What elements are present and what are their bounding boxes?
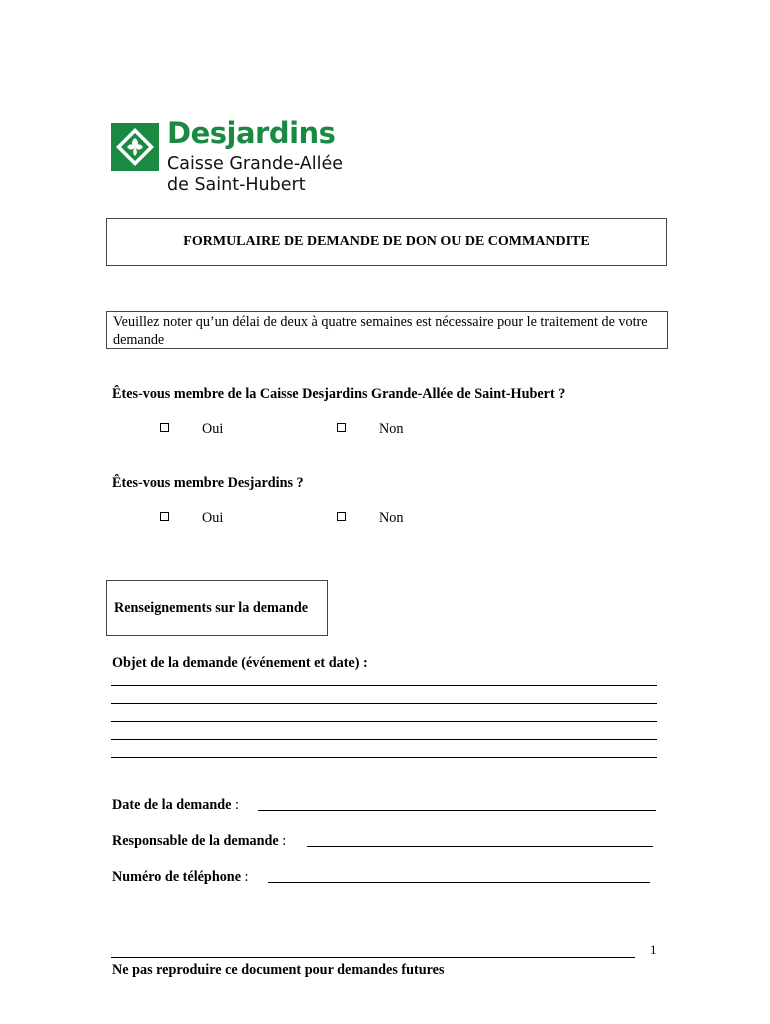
object-line-3[interactable]	[111, 721, 657, 722]
checkbox-desjardins-non[interactable]	[337, 512, 346, 521]
desjardins-emblem-icon	[111, 123, 159, 171]
field-date-line[interactable]	[258, 810, 656, 811]
field-responsable-line[interactable]	[307, 846, 653, 847]
field-responsable-sep: :	[278, 833, 287, 849]
object-line-4[interactable]	[111, 739, 657, 740]
desjardins-logo	[111, 116, 356, 198]
logo-brand-name: Desjardins	[167, 116, 336, 150]
form-title	[106, 218, 667, 266]
section-title-box	[106, 580, 328, 636]
question-desjardins-member: Êtes-vous membre Desjardins ?	[112, 475, 304, 491]
object-line-2[interactable]	[111, 703, 657, 704]
field-date-sep: :	[231, 797, 239, 813]
notice-text: Veuillez noter qu’un délai de deux à quatre semaines est nécessaire pour le traitement de votre demande	[113, 314, 648, 348]
logo-caisse-line-2: de Saint-Hubert	[167, 175, 306, 195]
field-responsable-label	[112, 833, 286, 850]
checkbox-caisse-non[interactable]	[337, 423, 346, 432]
footer-divider	[111, 957, 635, 958]
page-number: 1	[650, 942, 657, 957]
logo-caisse-line-1: Caisse Grande-Allée	[167, 154, 343, 174]
object-line-5[interactable]	[111, 757, 657, 758]
option-label-caisse-oui: Oui	[202, 421, 224, 437]
object-line-1[interactable]	[111, 685, 657, 686]
question-caisse-member: Êtes-vous membre de la Caisse Desjardins Grande-Allée de Saint-Hubert ?	[112, 386, 566, 402]
section-title: Renseignements sur la demande	[114, 599, 309, 616]
option-label-desjardins-oui: Oui	[202, 510, 224, 526]
checkbox-desjardins-oui[interactable]	[160, 512, 169, 521]
field-phone-sep: :	[241, 869, 249, 885]
form-title-text: FORMULAIRE DE DEMANDE DE DON OU DE COMMANDITE	[183, 234, 590, 249]
field-date-label	[112, 797, 239, 814]
field-responsable-label-text: Responsable de la demande	[112, 833, 279, 849]
checkbox-caisse-oui[interactable]	[160, 423, 169, 432]
field-phone-line[interactable]	[268, 882, 650, 883]
notice-box	[106, 311, 668, 349]
object-label: Objet de la demande (événement et date) :	[112, 655, 368, 671]
field-phone-label-text: Numéro de téléphone	[112, 869, 241, 885]
footer-note: Ne pas reproduire ce document pour demandes futures	[112, 962, 445, 978]
field-phone-label	[112, 869, 249, 886]
option-label-caisse-non: Non	[379, 421, 404, 437]
field-date-label-text: Date de la demande	[112, 797, 232, 813]
option-label-desjardins-non: Non	[379, 510, 404, 526]
